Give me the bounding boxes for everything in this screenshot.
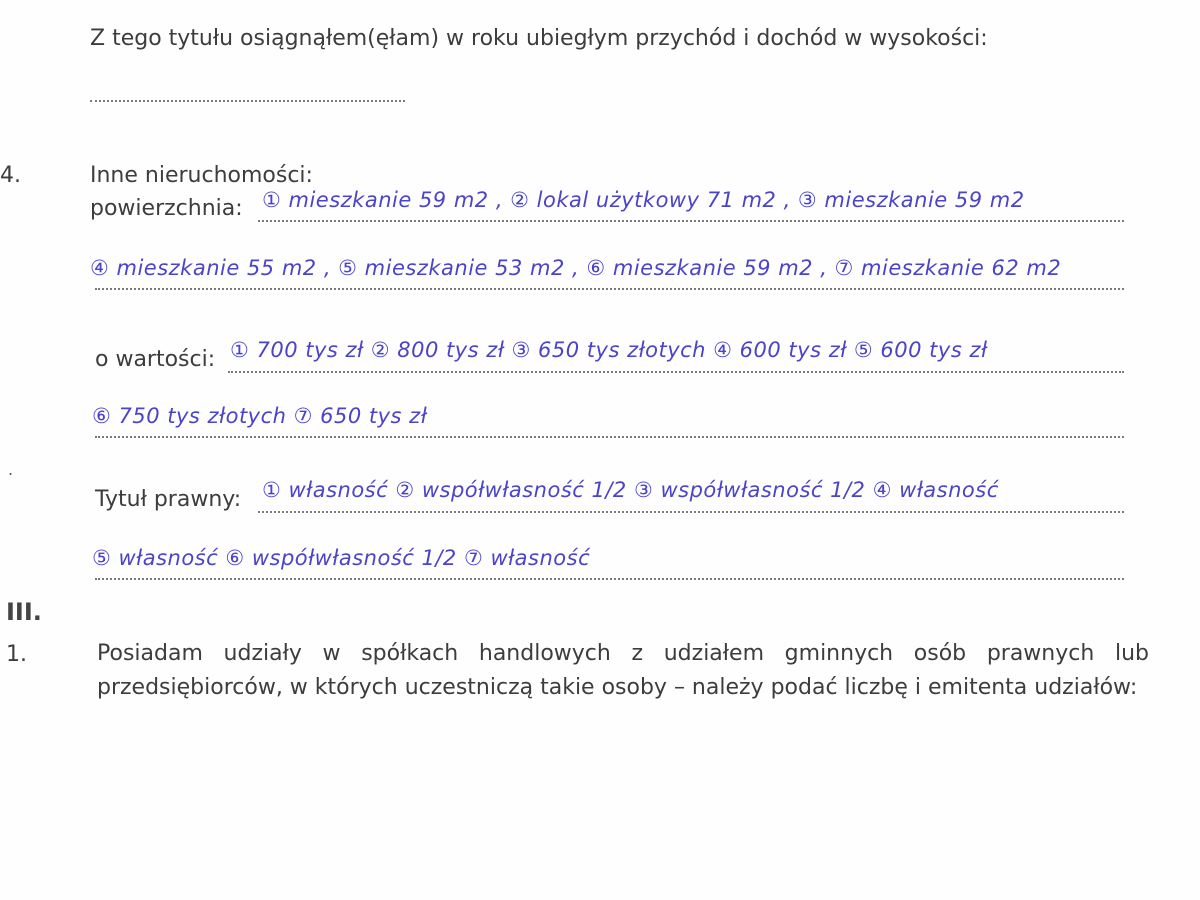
value-dotted-line-1 (228, 371, 1124, 373)
stray-mark: . (8, 460, 14, 479)
value-label: o wartości: (95, 347, 216, 372)
area-handwriting-1: ① mieszkanie 59 m2 , ② lokal użytkowy 71 m2 , ③ mieszkanie 59 m2 (262, 188, 1025, 212)
item-4-heading: Inne nieruchomości: (90, 163, 313, 188)
section-3-item-1-number: 1. (6, 642, 27, 667)
title-handwriting-1: ① własność ② współwłasność 1/2 ③ współwłasność 1/2 ④ własność (262, 478, 999, 502)
title-label: Tytuł prawny: (95, 487, 242, 512)
section-3-heading: III. (6, 598, 42, 626)
title-dotted-line-1 (258, 511, 1124, 513)
value-handwriting-1: ① 700 tys zł ② 800 tys zł ③ 650 tys złotych ④ 600 tys zł ⑤ 600 tys zł (230, 338, 988, 362)
section-3-item-1-text: Posiadam udziały w spółkach handlowych z udziałem gminnych osób prawnych lub przedsiębiorców, w których uczestniczą takie osoby – należy podać liczbę i emitenta udziałów: (97, 641, 1149, 700)
income-label: Z tego tytułu osiągnąłem(ęłam) w roku ubiegłym przychód i dochód w wysokości: (90, 26, 988, 51)
area-dotted-line-2 (95, 288, 1124, 290)
income-dotted-line (90, 100, 405, 102)
value-dotted-line-2 (95, 436, 1124, 438)
value-handwriting-2: ⑥ 750 tys złotych ⑦ 650 tys zł (92, 404, 428, 428)
area-handwriting-2: ④ mieszkanie 55 m2 , ⑤ mieszkanie 53 m2 , ⑥ mieszkanie 59 m2 , ⑦ mieszkanie 62 m2 (90, 256, 1062, 280)
title-handwriting-2: ⑤ własność ⑥ współwłasność 1/2 ⑦ własność (92, 546, 591, 570)
area-dotted-line-1 (258, 220, 1124, 222)
title-dotted-line-2 (95, 578, 1124, 580)
item-4-number: 4. (0, 163, 21, 188)
area-label: powierzchnia: (90, 196, 243, 221)
